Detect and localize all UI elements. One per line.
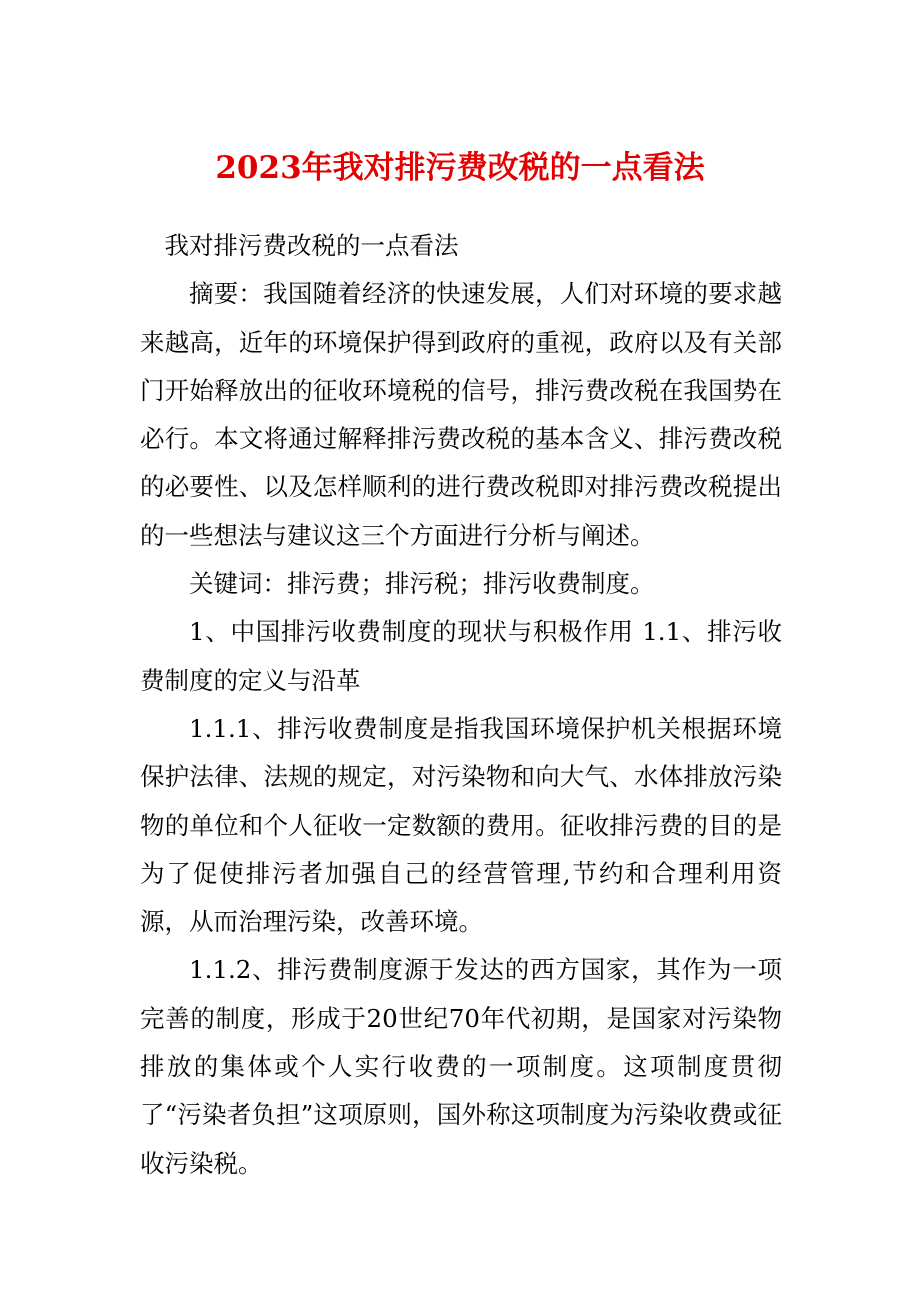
document-body	[140, 222, 782, 1188]
history-paragraph: 1.1.2、排污费制度源于发达的西方国家，其作为一项完善的制度，形成于20世纪70年代初期，是国家对污染物排放的集体或个人实行收费的一项制度。这项制度贯彻了“污染者负担”这项原则，国外称这项制度为污染收费或征收污染税。	[140, 955, 782, 1178]
document-title: 2023年我对排污费改税的一点看法	[215, 150, 705, 186]
section-heading-paragraph: 1、中国排污收费制度的现状与积极作用 1.1、排污收费制度的定义与沿革	[140, 617, 782, 695]
abstract-paragraph: 摘要：我国随着经济的快速发展，人们对环境的要求越来越高，近年的环境保护得到政府的重视，政府以及有关部门开始释放出的征收环境税的信号，排污费改税在我国势在必行。本文将通过解释排污费改税的基本含义、排污费改税的必要性、以及怎样顺利的进行费改税即对排污费改税提出的一些想法与建议这三个方面进行分析与阐述。	[140, 279, 782, 550]
subtitle-paragraph: 我对排污费改税的一点看法	[164, 231, 459, 260]
keywords-paragraph: 关键词：排污费；排污税；排污收费制度。	[189, 569, 655, 599]
definition-paragraph: 1.1.1、排污收费制度是指我国环境保护机关根据环境保护法律、法规的规定，对污染物和向大气、水体排放污染物的单位和个人征收一定数额的费用。征收排污费的目的是为了促使排污者加强自己的经营管理,节约和合理利用资源，从而治理污染，改善环境。	[140, 713, 782, 937]
